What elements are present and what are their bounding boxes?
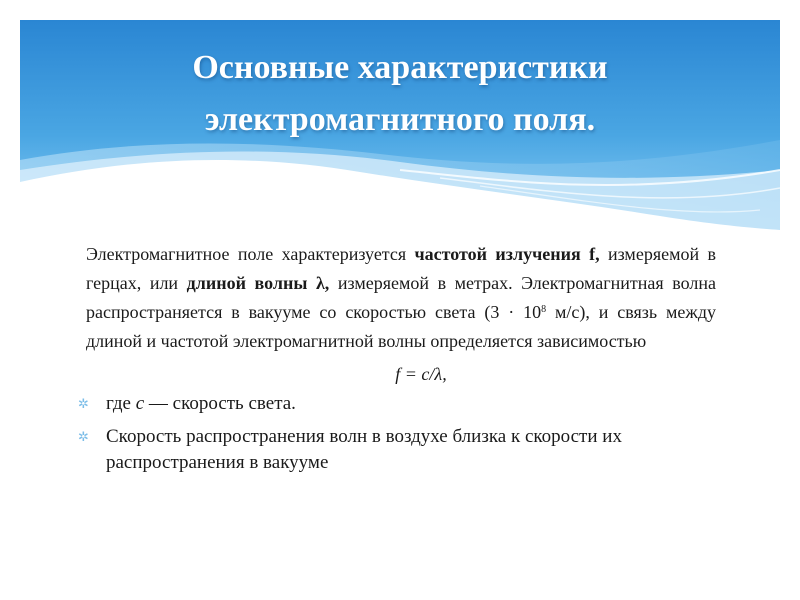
header-banner bbox=[20, 20, 780, 230]
slide-body bbox=[78, 240, 716, 483]
paragraph-text-4: м/с), и связь между длиной и частотой электромагнитной волны определяется зависимостью bbox=[86, 302, 716, 351]
exponent: 8 bbox=[541, 304, 547, 315]
bullet-list bbox=[74, 391, 716, 476]
paragraph-text-3: измеряемой в метрах. Электромагнитная волна распространяется в вакууме со скоростью света (3 · 10 bbox=[86, 273, 716, 322]
formula: f = c/λ, bbox=[395, 364, 447, 384]
bullet-item-air-speed bbox=[74, 424, 716, 476]
main-paragraph bbox=[86, 240, 716, 356]
star-bullet-icon: ✲ bbox=[78, 430, 89, 445]
wavelength-term: длиной волны λ, bbox=[186, 273, 330, 293]
bullet-item-speed-of-light bbox=[74, 391, 716, 417]
bullet-1-pre: где bbox=[106, 393, 136, 414]
bullet-2-text: Скорость распространения волн в воздухе близка к скорости их распространения в вакууме bbox=[106, 426, 622, 473]
paragraph-text-1: Электромагнитное поле характеризуется bbox=[86, 244, 415, 264]
paragraph-text-2: измеряемой в герцах, или bbox=[86, 244, 716, 293]
star-bullet-icon: ✲ bbox=[78, 397, 89, 412]
title-line-1: Основные характеристики bbox=[192, 49, 608, 86]
bullet-1-var: c bbox=[135, 393, 145, 414]
title-line-2: электромагнитного поля. bbox=[204, 101, 596, 138]
frequency-term: частотой излучения f, bbox=[414, 244, 600, 264]
slide-title bbox=[20, 42, 780, 146]
bullet-1-post: — скорость света. bbox=[144, 393, 296, 414]
